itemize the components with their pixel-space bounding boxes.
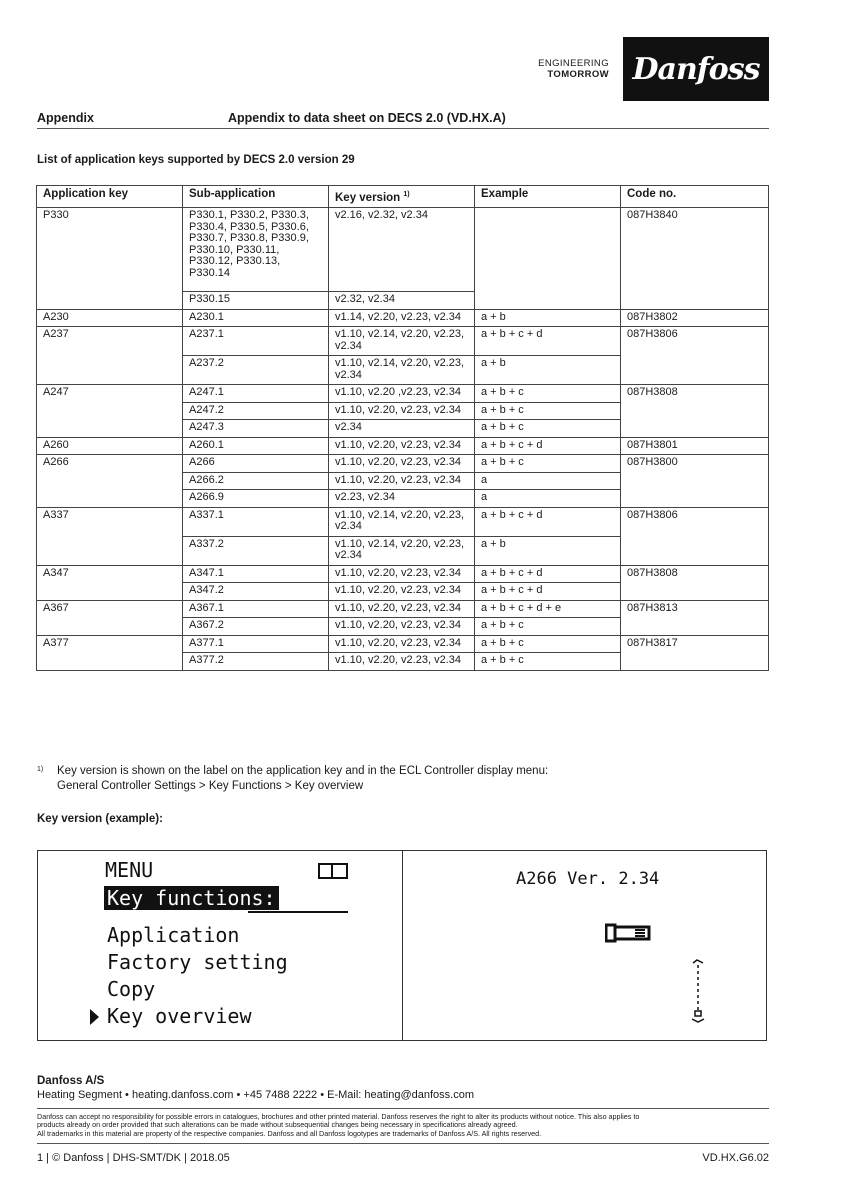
table-row (37, 600, 769, 618)
disclaimer (37, 1113, 769, 1138)
cell-key-version: v2.23, v2.34 (329, 490, 475, 508)
menu-item-key-overview: Key overview (107, 1004, 252, 1028)
menu-item-application: Application (107, 923, 240, 947)
cell-code-no: 087H3817 (621, 635, 769, 670)
cell-example: a + b + c (475, 455, 621, 473)
cell-code-no: 087H3813 (621, 600, 769, 635)
tagline-line-1: ENGINEERING (538, 58, 609, 69)
cell-app-key: A247 (37, 385, 183, 438)
cell-code-no: 087H3806 (621, 507, 769, 565)
disclaimer-line-2: products already on order provided that such alterations can be made without subsequential changes being necessary in specifications already agreed. (37, 1120, 518, 1130)
header-key-version (329, 186, 475, 208)
footnote-line-1: Key version is shown on the label on the application key and in the ECL Controller display menu: (57, 765, 549, 777)
cell-sub-app: A266.9 (183, 490, 329, 508)
danfoss-logo: Danfoss (623, 37, 769, 101)
table-row (37, 208, 769, 292)
cell-key-version: v1.10, v2.20, v2.23, v2.34 (329, 583, 475, 601)
brand-tagline (538, 58, 609, 80)
cell-key-version: v1.10, v2.20, v2.23, v2.34 (329, 565, 475, 583)
cell-sub-app: A266.2 (183, 472, 329, 490)
cell-example: a (475, 490, 621, 508)
cell-key-version: v1.10, v2.14, v2.20, v2.23, v2.34 (329, 356, 475, 385)
tagline-line-2: TOMORROW (547, 69, 609, 80)
cell-example: a + b (475, 356, 621, 385)
menu-item-factory-setting: Factory setting (107, 950, 288, 974)
disclaimer-line-1: Danfoss can accept no responsibility for possible errors in catalogues, brochures and other printed material. Danfoss reserves the right to alter its products without notice. This also applies to (37, 1112, 640, 1121)
table-row (37, 507, 769, 536)
header-code-no: Code no. (621, 186, 769, 208)
key-version-example-title: Key version (example): (37, 813, 163, 825)
cell-sub-app: A237.1 (183, 327, 329, 356)
cell-app-key: P330 (37, 208, 183, 310)
cell-sub-app: A367.1 (183, 600, 329, 618)
cell-key-version: v1.10, v2.20, v2.23, v2.34 (329, 635, 475, 653)
cell-sub-app: A367.2 (183, 618, 329, 636)
display-divider (402, 851, 403, 1040)
cell-sub-app: A377.1 (183, 635, 329, 653)
footer-rule-bottom (37, 1143, 769, 1144)
table-row (37, 309, 769, 327)
disclaimer-line-3: All trademarks in this material are property of the respective companies. Danfoss and all Danfoss logotypes are trademarks of Danfoss A/S. All rights reserved. (37, 1128, 542, 1138)
cell-sub-app: A247.2 (183, 402, 329, 420)
cell-example: a (475, 472, 621, 490)
footnote-ref: 1) (403, 191, 410, 198)
cell-key-version: v2.16, v2.32, v2.34 (329, 208, 475, 292)
cell-key-version: v1.10, v2.20, v2.23, v2.34 (329, 455, 475, 473)
application-keys-table (36, 185, 769, 671)
cell-sub-app: A347.1 (183, 565, 329, 583)
menu-selected-item: Key functions: (104, 886, 279, 910)
menu-title: MENU (105, 858, 154, 882)
cell-key-version: v2.34 (329, 420, 475, 438)
cell-key-version: v1.14, v2.20, v2.23, v2.34 (329, 309, 475, 327)
cell-key-version: v1.10, v2.20, v2.23, v2.34 (329, 437, 475, 455)
cell-key-version: v1.10, v2.20, v2.23, v2.34 (329, 472, 475, 490)
table-row (37, 437, 769, 455)
cell-example: a + b (475, 536, 621, 565)
cell-example: a + b + c (475, 635, 621, 653)
header-example: Example (475, 186, 621, 208)
cell-example: a + b (475, 309, 621, 327)
menu-item-copy: Copy (107, 977, 156, 1001)
cell-app-key: A367 (37, 600, 183, 635)
footnote-mark: 1) (37, 766, 44, 773)
section-title: Appendix to data sheet on DECS 2.0 (VD.HX.A) (228, 111, 506, 125)
cell-code-no: 087H3808 (621, 565, 769, 600)
contact-line: Heating Segment • heating.danfoss.com • +45 7488 2222 • E-Mail: heating@danfoss.com (37, 1089, 475, 1101)
document-code: VD.HX.G6.02 (702, 1152, 769, 1164)
table-row (37, 455, 769, 473)
cell-key-version: v1.10, v2.20, v2.23, v2.34 (329, 600, 475, 618)
cell-key-version: v1.10, v2.20, v2.23, v2.34 (329, 402, 475, 420)
cell-app-key: A337 (37, 507, 183, 565)
cell-sub-app: A237.2 (183, 356, 329, 385)
header-sub-application: Sub-application (183, 186, 329, 208)
cell-key-version: v1.10, v2.14, v2.20, v2.23, v2.34 (329, 536, 475, 565)
brand-block (538, 37, 769, 101)
footnote (37, 764, 548, 794)
cell-example: a + b + c + d + e (475, 600, 621, 618)
cell-app-key: A347 (37, 565, 183, 600)
table-row (37, 385, 769, 403)
cell-app-key: A377 (37, 635, 183, 670)
cell-sub-app: P330.1, P330.2, P330.3, P330.4, P330.5, P330.6, P330.7, P330.8, P330.9, P330.10, P330.11, P330.12, P330.13, P330.14 (183, 208, 329, 292)
cell-example: a + b + c (475, 420, 621, 438)
cell-example (475, 208, 621, 310)
cell-key-version: v1.10, v2.20, v2.23, v2.34 (329, 653, 475, 671)
key-slot-icon (689, 959, 707, 1023)
cell-code-no: 087H3840 (621, 208, 769, 310)
company-name: Danfoss A/S (37, 1075, 105, 1087)
key-version-label: Key version (335, 191, 401, 204)
cell-key-version: v1.10, v2.20 ,v2.23, v2.34 (329, 385, 475, 403)
cell-example: a + b + c (475, 402, 621, 420)
cell-app-key: A230 (37, 309, 183, 327)
cell-app-key: A266 (37, 455, 183, 508)
cell-code-no: 087H3801 (621, 437, 769, 455)
cell-sub-app: A377.2 (183, 653, 329, 671)
footnote-line-2: General Controller Settings > Key Functions > Key overview (57, 780, 364, 792)
application-key-icon (605, 923, 653, 943)
menu-status-icon (318, 863, 348, 879)
list-title: List of application keys supported by DECS 2.0 version 29 (37, 154, 355, 166)
section-label: Appendix (37, 111, 94, 125)
cell-example: a + b + c + d (475, 327, 621, 356)
table-row (37, 327, 769, 356)
display-example (37, 850, 767, 1041)
page-info: 1 | © Danfoss | DHS-SMT/DK | 2018.05 (37, 1152, 230, 1164)
footer-rule-top (37, 1108, 769, 1109)
cell-key-version: v2.32, v2.34 (329, 292, 475, 310)
cell-code-no: 087H3802 (621, 309, 769, 327)
cell-example: a + b + c + d (475, 583, 621, 601)
cursor-arrow-icon (90, 1009, 99, 1025)
cell-sub-app: A337.2 (183, 536, 329, 565)
cell-example: a + b + c (475, 653, 621, 671)
cell-code-no: 087H3800 (621, 455, 769, 508)
cell-sub-app: A347.2 (183, 583, 329, 601)
cell-example: a + b + c + d (475, 507, 621, 536)
cell-key-version: v1.10, v2.14, v2.20, v2.23, v2.34 (329, 327, 475, 356)
cell-code-no: 087H3808 (621, 385, 769, 438)
table-row (37, 635, 769, 653)
cell-key-version: v1.10, v2.20, v2.23, v2.34 (329, 618, 475, 636)
cell-sub-app: A247.1 (183, 385, 329, 403)
cell-sub-app: A266 (183, 455, 329, 473)
table-header-row (37, 186, 769, 208)
section-header (37, 111, 769, 129)
cell-sub-app: A337.1 (183, 507, 329, 536)
cell-example: a + b + c + d (475, 437, 621, 455)
cell-example: a + b + c (475, 385, 621, 403)
header-application-key: Application key (37, 186, 183, 208)
key-version-readout: A266 Ver. 2.34 (516, 869, 660, 889)
table-row (37, 565, 769, 583)
cell-app-key: A237 (37, 327, 183, 385)
cell-sub-app: A230.1 (183, 309, 329, 327)
cell-key-version: v1.10, v2.14, v2.20, v2.23, v2.34 (329, 507, 475, 536)
cell-example: a + b + c + d (475, 565, 621, 583)
cell-sub-app: P330.15 (183, 292, 329, 310)
cell-app-key: A260 (37, 437, 183, 455)
cell-sub-app: A247.3 (183, 420, 329, 438)
menu-underline (248, 911, 348, 913)
cell-sub-app: A260.1 (183, 437, 329, 455)
cell-example: a + b + c (475, 618, 621, 636)
cell-code-no: 087H3806 (621, 327, 769, 385)
